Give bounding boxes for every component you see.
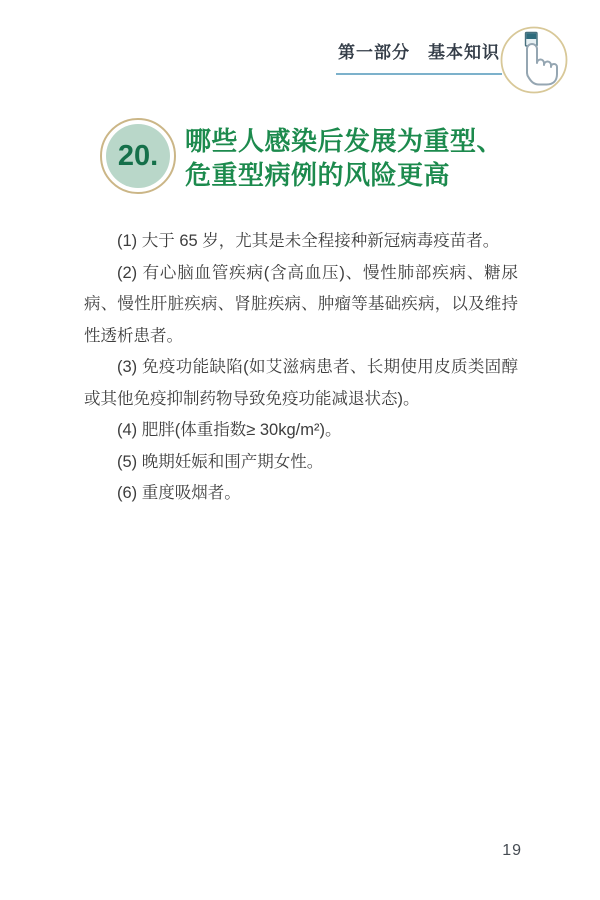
body-item-5: (5) 晚期妊娠和围产期女性。 xyxy=(117,452,324,471)
question-number: 20. xyxy=(106,124,170,188)
running-header-section-label: 第一部分 基本知识 xyxy=(336,38,502,75)
question-title-line2: 危重型病例的风险更高 xyxy=(185,160,451,190)
body-item-3: (3) 免疫功能缺陷(如艾滋病患者、长期使用皮质类固醇或其他免疫抑制药物导致免疫功能减退状态)。 xyxy=(84,358,518,408)
body-item-4: (4) 肥胖(体重指数≥ 30kg/m²)。 xyxy=(117,421,342,439)
question-number-badge xyxy=(100,118,176,194)
question-title-line1: 哪些人感染后发展为重型、 xyxy=(185,126,504,156)
page-number: 19 xyxy=(502,842,522,859)
body-paragraphs xyxy=(84,226,518,510)
tap-hand-icon xyxy=(500,26,568,94)
body-item-6: (6) 重度吸烟者。 xyxy=(117,484,241,502)
tap-hand-icon-svg xyxy=(500,26,568,94)
question-title xyxy=(185,124,545,192)
body-item-2: (2) 有心脑血管疾病(含高血压)、慢性肺部疾病、糖尿病、慢性肝脏疾病、肾脏疾病、肿瘤等基础疾病，以及维持性透析患者。 xyxy=(84,263,518,345)
body-item-1: (1) 大于 65 岁，尤其是未全程接种新冠病毒疫苗者。 xyxy=(117,232,500,250)
